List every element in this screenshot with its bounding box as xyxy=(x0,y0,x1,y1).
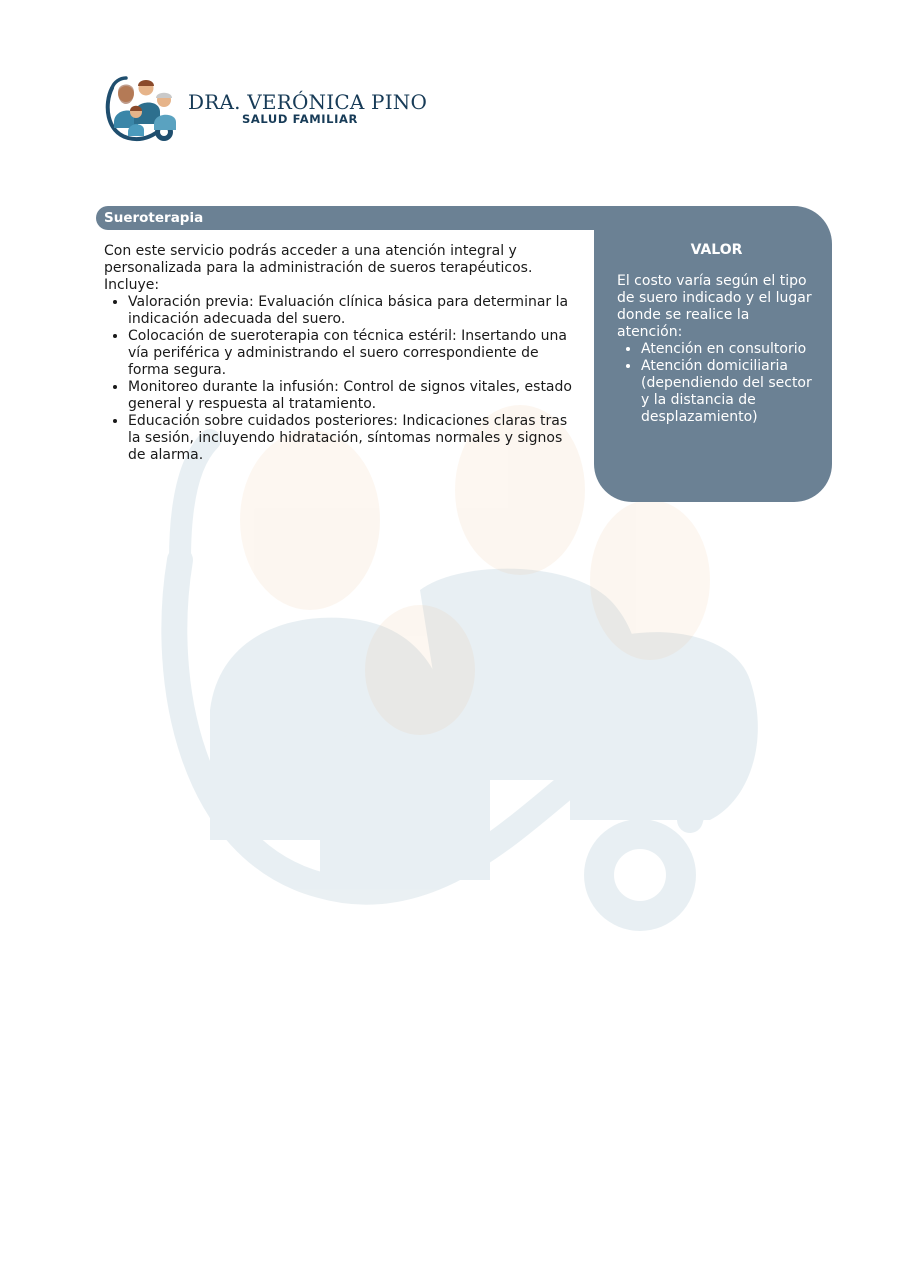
service-item: • Valoración previa: Evaluación clínica básica para determinar la indicación adecuada del suero. xyxy=(128,294,584,328)
service-description xyxy=(104,243,584,464)
service-items-list xyxy=(104,294,584,464)
service-intro: Con este servicio podrás acceder a una atención integral y personalizada para la administración de sueros terapéuticos. Incluye: xyxy=(104,243,533,293)
pricing-options-list xyxy=(617,341,812,426)
brand-logo xyxy=(104,74,428,150)
family-stethoscope-icon xyxy=(104,74,180,148)
service-item: • Colocación de sueroterapia con técnica estéril: Insertando una vía periférica y administrando el suero correspondiente de forma segura. xyxy=(128,328,584,379)
pricing-option: • Atención domiciliaria (dependiendo del sector y la distancia de desplazamiento) xyxy=(641,358,812,426)
brand-name: DRA. VERÓNICA PINO xyxy=(188,90,428,114)
pricing-heading: VALOR xyxy=(690,242,743,258)
pricing-description: El costo varía según el tipo de suero indicado y el lugar donde se realice la atención: xyxy=(617,273,812,340)
brand-tagline: SALUD FAMILIAR xyxy=(242,112,358,126)
section-title: Sueroterapia xyxy=(104,210,204,226)
pricing-box xyxy=(594,206,832,502)
service-item: • Educación sobre cuidados posteriores: Indicaciones claras tras la sesión, incluyendo hidratación, síntomas normales y signos de alarma. xyxy=(128,413,584,464)
service-item: • Monitoreo durante la infusión: Control de signos vitales, estado general y respuesta al tratamiento. xyxy=(128,379,584,413)
pricing-option: • Atención en consultorio xyxy=(641,341,812,358)
